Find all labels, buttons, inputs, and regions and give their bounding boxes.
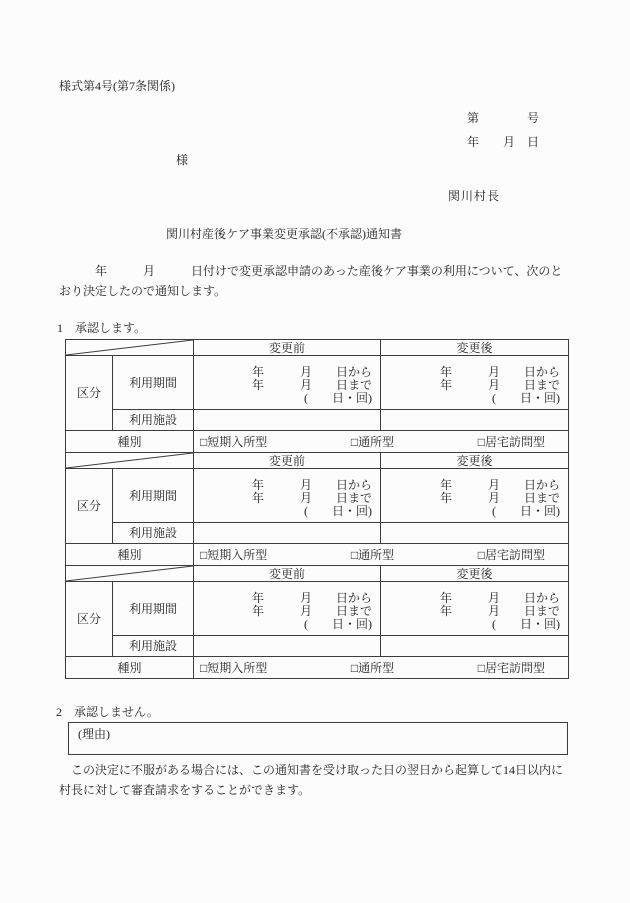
col-header-before: 変更前 [194, 453, 381, 469]
period-line-to: 年 月 日まで [251, 603, 372, 618]
row-label-riyou-kikan: 利用期間 [113, 582, 194, 636]
checkbox-day-visit-icon: □ [350, 434, 359, 449]
period-line-times: ( 日・回) [492, 390, 560, 405]
period-line-to: 年 月 日まで [439, 377, 560, 392]
period-cell-before [194, 582, 381, 636]
table-block-2-facility-row [66, 523, 569, 544]
type-option-home-visit [478, 661, 545, 675]
row-label-kubun: 区分 [66, 469, 113, 544]
period-line-from: 年 月 日から [439, 590, 560, 605]
type-option-label: 通所型 [358, 547, 395, 562]
row-label-shubetsu: 種別 [66, 657, 194, 679]
checkbox-home-visit-icon: □ [477, 547, 485, 562]
diagonal-line [66, 453, 193, 468]
table-block-2-type-row [66, 544, 569, 566]
type-option-label: 居宅訪問型 [484, 434, 545, 449]
col-header-after: 変更後 [381, 453, 569, 469]
addressee-suffix: 様 [176, 153, 189, 167]
col-header-after: 変更後 [381, 340, 569, 356]
corner-cell [66, 453, 194, 469]
facility-cell-before [194, 410, 381, 431]
facility-cell-after [381, 523, 569, 544]
period-cell-after [381, 356, 569, 410]
type-options-cell [194, 657, 569, 679]
table-block-1-type-row [66, 431, 569, 453]
table-block-3-header [66, 566, 569, 582]
period-line-to: 年 月 日まで [439, 603, 560, 618]
period-line-times: ( 日・回) [304, 503, 372, 518]
row-label-riyou-shisetsu: 利用施設 [113, 523, 194, 544]
checkbox-short-stay-icon: □ [200, 434, 208, 449]
row-label-riyou-kikan: 利用期間 [113, 356, 194, 410]
period-line-to: 年 月 日まで [251, 377, 372, 392]
table-block-1-facility-row [66, 410, 569, 431]
body-paragraph: 年 月 日付けで変更承認申請のあった産後ケア事業の利用について、次のとおり決定したので通知します。 [59, 264, 563, 298]
reason-label: (理由) [78, 727, 110, 741]
type-option-label: 短期入所型 [207, 660, 268, 675]
section-1-heading: 1 承認します。 [57, 321, 147, 335]
period-line-from: 年 月 日から [439, 364, 560, 379]
type-option-label: 居宅訪問型 [484, 660, 545, 675]
reason-box [68, 722, 568, 755]
corner-cell [66, 340, 194, 356]
type-options-cell [194, 544, 569, 566]
row-label-riyou-kikan: 利用期間 [113, 469, 194, 523]
period-line-from: 年 月 日から [251, 364, 372, 379]
type-option-label: 短期入所型 [207, 434, 268, 449]
period-line-times: ( 日・回) [304, 616, 372, 631]
col-header-before: 変更前 [194, 340, 381, 356]
approval-table [65, 339, 569, 679]
type-option-day-visit [351, 548, 394, 562]
type-option-label: 通所型 [358, 660, 395, 675]
type-option-label: 通所型 [358, 434, 395, 449]
row-label-shubetsu: 種別 [66, 544, 194, 566]
period-cell-before [194, 356, 381, 410]
checkbox-short-stay-icon: □ [200, 547, 208, 562]
type-option-label: 短期入所型 [207, 547, 268, 562]
type-options-cell [194, 431, 569, 453]
diagonal-line [66, 566, 193, 581]
checkbox-home-visit-icon: □ [477, 434, 485, 449]
facility-cell-before [194, 636, 381, 657]
row-label-kubun: 区分 [66, 582, 113, 657]
type-option-short-stay [200, 548, 267, 562]
type-option-short-stay [200, 661, 267, 675]
row-label-riyou-shisetsu: 利用施設 [113, 636, 194, 657]
diagonal-line [66, 340, 193, 355]
form-number: 様式第4号(第7条関係) [59, 79, 175, 93]
period-line-times: ( 日・回) [492, 503, 560, 518]
table-block-3-type-row [66, 657, 569, 679]
section-2-heading: 2 承認しません。 [56, 705, 159, 719]
type-option-short-stay [200, 435, 267, 449]
period-cell-after [381, 469, 569, 523]
document-number-line: 第 号 [466, 111, 539, 125]
facility-cell-after [381, 410, 569, 431]
period-cell-before [194, 469, 381, 523]
row-label-shubetsu: 種別 [66, 431, 194, 453]
table-block-1-header [66, 340, 569, 356]
checkbox-day-visit-icon: □ [350, 660, 359, 675]
period-line-to: 年 月 日まで [439, 490, 560, 505]
checkbox-home-visit-icon: □ [477, 660, 485, 675]
period-line-from: 年 月 日から [251, 590, 372, 605]
period-line-from: 年 月 日から [439, 477, 560, 492]
period-cell-after [381, 582, 569, 636]
table-block-3-facility-row [66, 636, 569, 657]
corner-cell [66, 566, 194, 582]
period-line-from: 年 月 日から [251, 477, 372, 492]
document-title: 関川村産後ケア事業変更承認(不承認)通知書 [166, 227, 402, 241]
table-block-1-period-row [66, 356, 569, 410]
facility-cell-after [381, 636, 569, 657]
table-block-2-header [66, 453, 569, 469]
table-block-3-period-row [66, 582, 569, 636]
facility-cell-before [194, 523, 381, 544]
type-option-home-visit [478, 435, 545, 449]
col-header-after: 変更後 [381, 566, 569, 582]
checkbox-day-visit-icon: □ [350, 547, 359, 562]
table-block-2-period-row [66, 469, 569, 523]
row-label-riyou-shisetsu: 利用施設 [113, 410, 194, 431]
type-option-home-visit [478, 548, 545, 562]
type-option-day-visit [351, 661, 394, 675]
period-line-times: ( 日・回) [304, 390, 372, 405]
row-label-kubun: 区分 [66, 356, 113, 431]
type-option-label: 居宅訪問型 [484, 547, 545, 562]
period-line-to: 年 月 日まで [251, 490, 372, 505]
appeal-note: この決定に不服がある場合には、この通知書を受け取った日の翌日から起算して14日以内に村長に対して審査請求をすることができます。 [59, 763, 564, 797]
document-date-line: 年 月 日 [466, 135, 539, 149]
checkbox-short-stay-icon: □ [200, 660, 208, 675]
sender-name: 関川村長 [448, 189, 501, 203]
type-option-day-visit [351, 435, 394, 449]
col-header-before: 変更前 [194, 566, 381, 582]
period-line-times: ( 日・回) [492, 616, 560, 631]
